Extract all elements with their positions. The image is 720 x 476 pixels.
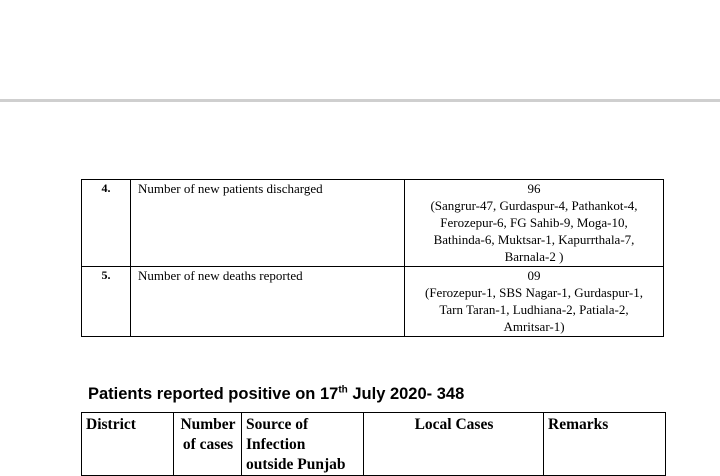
header-line: Number	[180, 416, 236, 433]
table-header-row	[82, 413, 666, 476]
header-line: Infection	[246, 436, 306, 453]
positive-cases-table	[81, 412, 666, 476]
row-number: 5.	[82, 267, 131, 337]
column-header-district: District	[82, 413, 174, 476]
header-line: of cases	[182, 436, 234, 453]
section-heading	[88, 385, 464, 404]
row-label: Number of new deaths reported	[131, 267, 405, 337]
header-line: outside Punjab	[246, 456, 346, 473]
deaths-detail-line: Tarn Taran-1, Ludhiana-2, Patiala-2,	[439, 302, 629, 317]
discharged-total: 96	[527, 181, 541, 196]
row-label: Number of new patients discharged	[131, 180, 405, 267]
header-line: Source of	[246, 416, 309, 433]
table-row	[82, 267, 664, 337]
heading-prefix: Patients reported positive on 17	[88, 385, 339, 403]
column-header-remarks: Remarks	[544, 413, 666, 476]
deaths-detail-line: (Ferozepur-1, SBS Nagar-1, Gurdaspur-1,	[425, 285, 643, 300]
header-divider	[0, 99, 720, 102]
heading-ordinal: th	[338, 384, 348, 396]
table-row	[82, 180, 664, 267]
deaths-total: 09	[527, 268, 541, 283]
discharged-detail-line: Ferozepur-6, FG Sahib-9, Moga-10,	[440, 215, 628, 230]
discharged-detail-line: (Sangrur-47, Gurdaspur-4, Pathankot-4,	[430, 198, 638, 213]
row-value	[405, 180, 664, 267]
discharged-detail-line: Bathinda-6, Muktsar-1, Kapurrthala-7,	[433, 232, 635, 247]
heading-rest: July 2020- 348	[347, 385, 465, 403]
column-header-number-of-cases	[174, 413, 242, 476]
summary-table	[81, 179, 664, 337]
deaths-detail-line: Amritsar-1)	[503, 319, 565, 334]
column-header-source-of-infection	[242, 413, 364, 476]
row-value	[405, 267, 664, 337]
discharged-detail-line: Barnala-2 )	[504, 249, 564, 264]
row-number: 4.	[82, 180, 131, 267]
column-header-local-cases: Local Cases	[364, 413, 544, 476]
